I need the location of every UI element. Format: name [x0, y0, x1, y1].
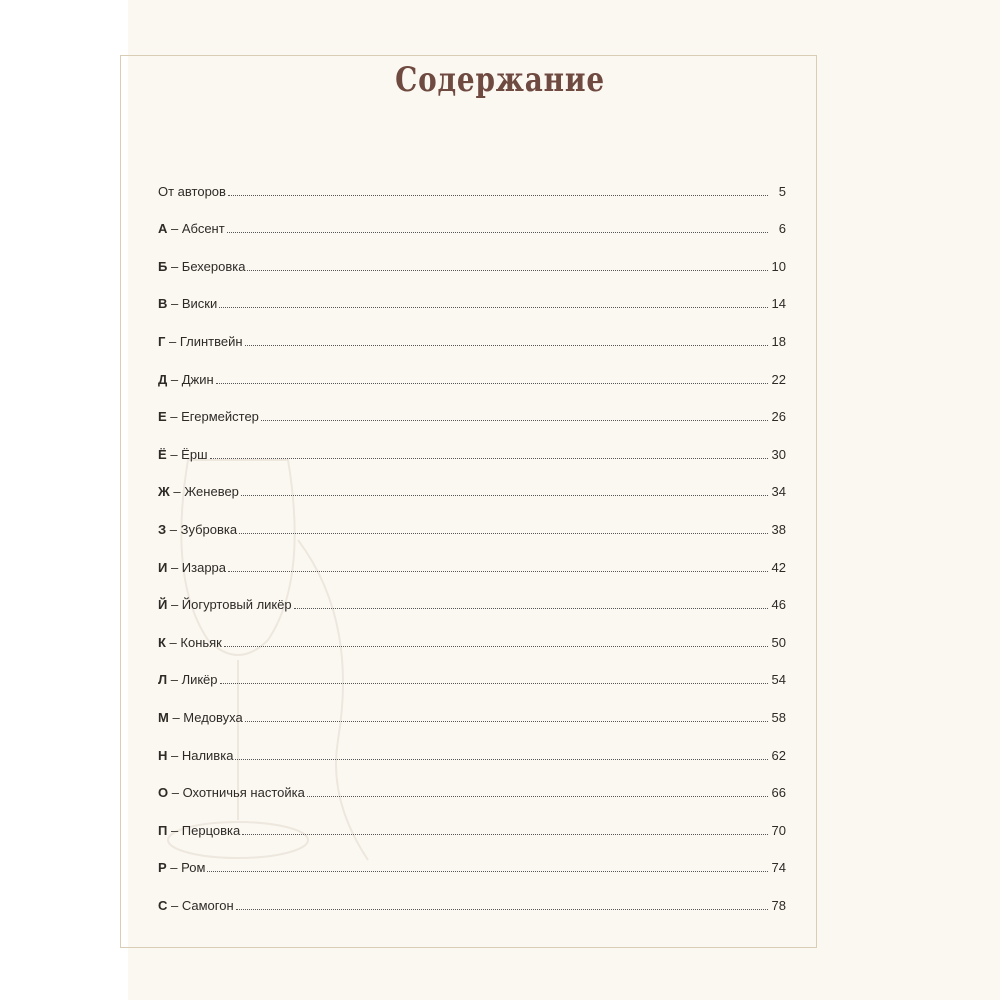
toc-entry-letter: В	[158, 296, 168, 312]
toc-entry-page-number: 46	[771, 597, 786, 613]
toc-entry-label	[158, 710, 243, 725]
toc-entry-label	[158, 409, 259, 424]
toc-entry[interactable]	[158, 650, 786, 688]
toc-entry[interactable]	[158, 800, 786, 838]
dot-leader	[261, 420, 768, 421]
toc-entry-label	[158, 597, 292, 612]
toc-entry-title: – Ёрш	[166, 446, 208, 462]
toc-entry-label	[158, 635, 222, 650]
toc-entry-page-number: 74	[771, 860, 786, 876]
toc-entry[interactable]	[158, 575, 786, 613]
toc-entry-label	[158, 560, 226, 575]
toc-entry-label	[158, 898, 234, 913]
toc-entry[interactable]	[158, 199, 786, 237]
toc-entry-letter: Г	[158, 333, 166, 349]
dot-leader	[207, 871, 768, 872]
toc-entry-page-number: 38	[771, 521, 786, 537]
toc-entry-label	[158, 334, 243, 349]
toc-entry-label	[158, 522, 237, 537]
toc-entry-title: – Самогон	[167, 897, 234, 913]
toc-entry[interactable]	[158, 763, 786, 801]
toc-entry-label	[158, 672, 218, 687]
toc-entry[interactable]	[158, 725, 786, 763]
toc-entry-page-number: 78	[771, 897, 786, 913]
toc-entry-page-number: 54	[771, 672, 786, 688]
toc-entry-title: – Бехеровка	[167, 258, 246, 274]
toc-entry-label	[158, 484, 239, 499]
toc-entry-title: – Ром	[166, 860, 206, 876]
toc-entry-title: – Виски	[167, 296, 218, 312]
dot-leader	[241, 495, 768, 496]
toc-entry-label	[158, 296, 217, 311]
toc-entry[interactable]	[158, 838, 786, 876]
toc-entry-title: – Охотничья настойка	[168, 785, 305, 801]
toc-entry[interactable]	[158, 875, 786, 913]
toc-entry[interactable]	[158, 236, 786, 274]
toc-entry-letter: Б	[158, 258, 168, 274]
toc-entry-title: – Джин	[167, 371, 214, 387]
toc-entry-letter: Ё	[158, 446, 167, 462]
toc-entry-page-number: 22	[771, 371, 786, 387]
dot-leader	[307, 796, 768, 797]
toc-entry-title: – Женевер	[169, 484, 239, 500]
toc-entry-letter: Н	[158, 747, 168, 763]
toc-entry-title: – Медовуха	[168, 709, 243, 725]
toc-entry-page-number: 10	[771, 258, 786, 274]
toc-entry-letter: Е	[158, 409, 167, 425]
toc-entry-title: – Абсент	[167, 221, 225, 237]
dot-leader	[228, 571, 768, 572]
toc-entry[interactable]	[158, 687, 786, 725]
toc-entry-title: – Перцовка	[167, 822, 241, 838]
toc-entry-label	[158, 785, 305, 800]
toc-entry-letter: И	[158, 559, 168, 575]
toc-entry-letter: Д	[158, 371, 168, 387]
toc-entry-page-number: 14	[771, 296, 786, 312]
toc-entry[interactable]	[158, 537, 786, 575]
toc-entry-page-number: 50	[771, 634, 786, 650]
dot-leader	[216, 383, 768, 384]
toc-entry-page-number: 6	[778, 221, 786, 237]
toc-entry-letter: Р	[158, 860, 167, 876]
toc-entry-letter: П	[158, 822, 168, 838]
dot-leader	[227, 232, 768, 233]
toc-entry-page-number: 70	[771, 822, 786, 838]
dot-leader	[245, 345, 768, 346]
toc-entry-label	[158, 748, 233, 763]
toc-entry-letter: Й	[158, 597, 168, 613]
toc-entry-page-number: 42	[771, 559, 786, 575]
toc-entry-letter: Л	[158, 672, 168, 688]
toc-entry-title: – Наливка	[167, 747, 234, 763]
toc-entry-letter: А	[158, 221, 168, 237]
toc-entry[interactable]	[158, 612, 786, 650]
toc-entry-page-number: 26	[771, 409, 786, 425]
toc-entry[interactable]	[158, 462, 786, 500]
toc-entry-page-number: 5	[778, 183, 786, 199]
toc-entry-label	[158, 860, 205, 875]
dot-leader	[219, 307, 768, 308]
toc-entry-label	[158, 184, 226, 199]
toc-entry-letter: К	[158, 634, 166, 650]
toc-entry-title: – Йогуртовый ликёр	[167, 597, 292, 613]
toc-entry-label	[158, 823, 240, 838]
toc-entry-title: От авторов	[158, 183, 226, 199]
dot-leader	[247, 270, 768, 271]
toc-entry-page-number: 18	[771, 333, 786, 349]
dot-leader	[245, 721, 768, 722]
dot-leader	[242, 834, 768, 835]
toc-entry-title: – Глинтвейн	[165, 333, 243, 349]
toc-entry[interactable]	[158, 274, 786, 312]
dot-leader	[236, 909, 768, 910]
dot-leader	[294, 608, 768, 609]
toc-entry-label	[158, 221, 225, 236]
toc-entry-page-number: 62	[771, 747, 786, 763]
dot-leader	[220, 683, 768, 684]
toc-entry-title: – Зубровка	[166, 521, 238, 537]
toc-entry-page-number: 30	[771, 446, 786, 462]
toc-entry[interactable]	[158, 349, 786, 387]
toc-entry-letter: З	[158, 521, 167, 537]
toc-entry-page-number: 34	[771, 484, 786, 500]
toc-entry[interactable]	[158, 499, 786, 537]
dot-leader	[228, 195, 768, 196]
dot-leader	[239, 533, 768, 534]
toc-entry[interactable]	[158, 161, 786, 199]
dot-leader	[224, 646, 768, 647]
table-of-contents	[158, 161, 786, 913]
toc-entry-letter: С	[158, 897, 168, 913]
page-title: Содержание	[395, 60, 605, 100]
toc-entry-letter: М	[158, 709, 169, 725]
toc-entry[interactable]	[158, 424, 786, 462]
dot-leader	[235, 759, 768, 760]
toc-entry-letter: Ж	[158, 484, 170, 500]
toc-entry-page-number: 66	[771, 785, 786, 801]
toc-entry-label	[158, 447, 208, 462]
dot-leader	[210, 458, 769, 459]
toc-entry-title: – Коньяк	[165, 634, 222, 650]
toc-entry-title: – Ликёр	[167, 672, 218, 688]
toc-entry[interactable]	[158, 387, 786, 425]
toc-entry-letter: О	[158, 785, 169, 801]
toc-entry-label	[158, 372, 214, 387]
toc-entry-page-number: 58	[771, 709, 786, 725]
toc-entry-label	[158, 259, 245, 274]
toc-entry-title: – Изарра	[167, 559, 227, 575]
toc-entry-title: – Егермейстер	[166, 409, 259, 425]
toc-entry[interactable]	[158, 311, 786, 349]
